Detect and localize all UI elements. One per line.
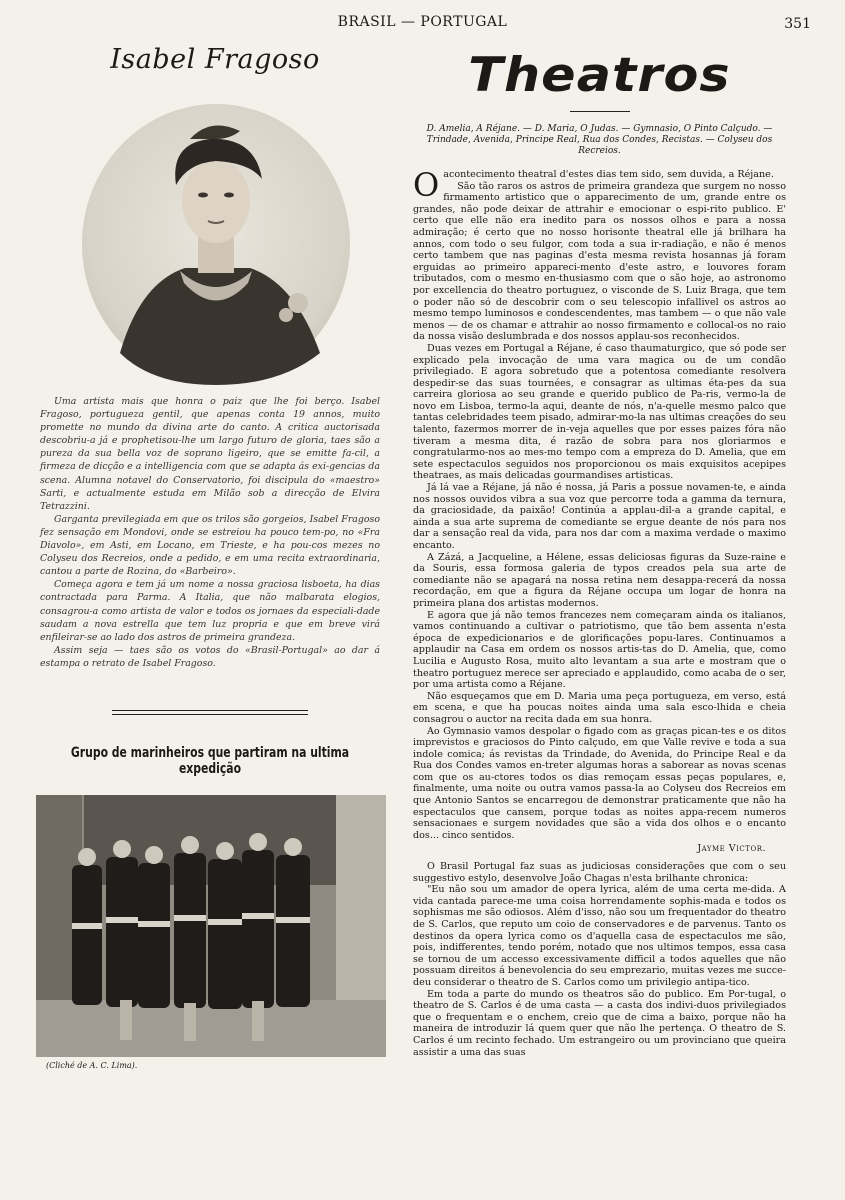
- caption-paragraph: Uma artista mais que honra o paiz que lhe foi berço. Isabel Fragoso, portugueza gentil, que apenas conta 19 annos, muito promette no mundo da divina arte do canto. A critica auctorisada descobriu-a já e prophetisou-lhe um largo futuro de gloria, taes são a pureza da sua bella voz de soprano ligeiro, que se emitte fa-cil, a firmeza de dicção e a intelligencia com que se adapta ás exi-gencias da scena. Alumna notavel do Conservatorio, foi discipula do «maestro» Sarti, e actualmente estuda em Milão sob a direcção de Elvira Tetrazzini.: [40, 396, 380, 512]
- photo-credit: (Cliché de A. C. Lima).: [46, 1060, 138, 1070]
- article-paragraph: Já lá vae a Réjane, já não é nossa, já Paris a possue novamen-te, e ainda nos nossos ouvidos vibra a sua voz que percorre toda a gamma da ternura, da graciosidade, da paixão! Continúa a applau-dil-a a grande capital, e ainda a sua arte suprema de comediante se ergue deante de nós para nos dar a sensação real da vida, para nos dar com a maxima verdade o maximo encanto.: [413, 482, 786, 551]
- article-body: [413, 166, 786, 1058]
- theatre-listing: D. Amelia, A Réjane. — D. Maria, O Judas. — Gymnasio, O Pinto Calçudo. — Trindade, Avenida, Principe Real, Rua dos Condes, Recistas. — Colyseu dos Recreios.: [426, 124, 773, 156]
- article-paragraph: Em toda a parte do mundo os theatros são do publico. Em Por-tugal, o theatro de S. Carlos é de uma casta — a casta dos indivi-duos privilegiados que o frequentam e o enchem, creio que de cima a baixo, porque não ha maneira de introduzir lá quem quer que não lhe pertença. O theatro de S. Carlos é um recinto fechado. Um estrangeiro ou um provinciano que queira assistir a uma das suas: [413, 988, 786, 1058]
- section-divider: [112, 710, 308, 715]
- running-title: BRASIL — PORTUGAL: [337, 14, 508, 30]
- feature-title: Isabel Fragoso: [110, 44, 320, 75]
- caption-paragraph: Garganta previlegiada em que os trilos são gorgeios, Isabel Fragoso fez sensação em Mondovi, onde se estreiou ha pouco tem-po, no «Fra Diavolo», em Asti, em Locano, em Trieste, e ha pou-cos mezes no Colyseu dos Recreios, onde a pedido, e em uma recita extraordinaria, cantou a parte de Rozina, do «Barbeiro».: [40, 513, 380, 578]
- caption-paragraph: Assim seja — taes são os votos do «Brasil-Portugal» ao dar á estampa o retrato de Isabel Fragoso.: [40, 644, 380, 669]
- section-title: Theatros: [468, 48, 731, 103]
- article-paragraph: "Eu não sou um amador de opera lyrica, além de uma certa me-dida. A vida cantada parece-me uma coisa horrendamente sophis-mada e todos os sophismas me são odiosos. Além d'isso, não sou um frequentador do theatro de S. Carlos, que reputo um coio de conservadores e de parvenus. Tanto os destinos da opera lyrica como os d'aquella casa de espectaculos me são, pois, indifferentes, tendo porém, notado que nos ultimos tempos, essa casa se tornou de um accesso excessivamente difficil a todos aquelles que não possuam direitos á benevolencia do seu emprezario, muitas vezes me succe-deu considerar o theatro de S. Carlos como um privilegio antipa-tico.: [413, 884, 786, 988]
- article-paragraph: Ao Gymnasio vamos despolar o figado com as graças pican-tes e os ditos imprevistos e graciosos do Pinto calçudo, em que Valle revive e toda a sua indole comica; ás revistas da Trindade, do Avenida, do Principe Real e da Rua dos Condes vamos en-treter algumas horas a saborear as novas scenas com que os au-ctores todos os dias remoçam essas peças populares, e, finalmente, uma noite ou outra vamos passa-la ao Colyseu dos Recreios em que Antonio Santos se encarregou de demonstrar praticamente que não ha espectaculos que cansem, porque todas as noites appa-recem numeros sensacionaes e surgem novidades que são a vida dos olhos e o encanto dos... cinco sentidos.: [413, 725, 786, 841]
- page-number: 351: [784, 16, 811, 32]
- article-paragraph: Oacontecimento theatral d'estes dias tem sido, sem duvida, a Réjane.: [413, 166, 774, 204]
- article-paragraph: São tão raros os astros de primeira grandeza que surgem no nosso firmamento artistico que o apparecimento de um, grande entre os grandes, não pode deixar de attrahir e emocionar o espi-rito publico. E' certo que elle não era inedito para os nossos olhos e para a nossa admiração; é certo que no nosso horisonte theatral elle já brilhara ha annos, com todo o seu fulgor, com toda a sua ir-radiação, e não é menos certo tambem que nas paginas d'esta mesma revista hosannas já foram erguidas ao primeiro appareci-mento d'este astro, e louvores foram tributados, com o mesmo en-thusiasmo com que o são hoje, ao astronomo por excellencia do theatro portuguez, o visconde de S. Luiz Braga, que tem o poder não só de descobrir com o seu telescopio infallivel os astros ao mesmo tempo luminosos e condescendentes, mas tambem — o que não vale menos — de os chamar e attrahir ao nosso firmamento e collocal-os no raio da nossa visão deslumbrada e dos nossos applau-sos reconhecidos.: [413, 180, 786, 343]
- portrait-image: [80, 103, 352, 385]
- right-column: [413, 46, 786, 1058]
- drop-cap: O: [413, 166, 440, 204]
- left-column: [40, 44, 380, 1070]
- sailors-photo-svg: [36, 795, 386, 1057]
- portrait-caption: [40, 395, 380, 670]
- article-paragraph: Não esqueçamos que em D. Maria uma peça portugueza, em verso, está em scena, e que ha poucas noites ainda uma sala esco-lhida e cheia consagrou o auctor na recita dada em sua honra.: [413, 690, 786, 725]
- author-signature: Jayme Victor.: [697, 843, 766, 855]
- portrait-svg: [80, 103, 352, 385]
- sailors-photo: [36, 795, 386, 1057]
- article-paragraph: O Brasil Portugal faz suas as judiciosas considerações que com o seu suggestivo estylo, desenvolve João Chagas n'esta brilhante chronica:: [413, 861, 786, 884]
- article-paragraph: E agora que já não temos francezes nem começaram ainda os italianos, vamos continuando a cultivar o patriotismo, que tão bem assenta n'esta época de expedicionarios e de glorificações popu-lares. Continuamos a applaudir na Casa em ordem os nossos artis-tas do D. Amelia, que, como Lucilia e Augusto Rosa, muito alto levantam a sua arte e mostram que o theatro portuguez merece ser apreciado e applaudido, como acaba de o ser, por uma artista como a Réjane.: [413, 609, 786, 691]
- title-rule: [570, 111, 630, 112]
- article-paragraph: Duas vezes em Portugal a Réjane, é caso thaumaturgico, que só pode ser explicado pela invocação de uma vara magica ou de um condão privilegiado. E agora sobretudo que a potentosa comediante resolvera despedir-se das suas tournées, e consagrar as ultimas éta-pes da sua carreira gloriosa ao seu grande e querido publico de Pa-ris, vermo-la de novo em Lisboa, termo-la aqui, deante de nós, n'a-quelle mesmo palco que tantas celebridades teem pisado, admirar-mo-la nas ultimas creações do seu talento, fazermos morrer de in-veja aquelles que por esses paizes fóra não tiveram a mesma dita, é razão de sobra para nos gloriarmos e congratularmo-nos ao mes-mo tempo com a empreza do D. Amelia, que em sete espectaculos seguidos nos proporcionou os mais exquisitos acepipes theatraes, as mais delicadas gourmandises artisticas.: [413, 342, 786, 482]
- article-paragraph: A Zázá, a Jacqueline, a Hélene, essas deliciosas figuras da Suze-raine e da Souris, essa formosa galeria de typos creados pela sua arte de comediante não se apagará na nossa retina nem desappa-recerá da nossa recordação, em que a figura da Réjane occupa um logar de honra na primeira plana dos artistas modernos.: [413, 551, 786, 609]
- photo-title: Grupo de marinheiros que partiram na ultima expedição: [70, 744, 350, 777]
- caption-paragraph: Começa agora e tem já um nome a nossa graciosa lisboeta, ha dias contractada para Parma. A Italia, que não malbarata elogios, consagrou-a como artista de valor e todos os jornaes da especiali-dade saudam a nova estrella que tem luz propria e que em breve virá enfileirar-se ao lado dos astros de primeira grandeza.: [40, 579, 380, 643]
